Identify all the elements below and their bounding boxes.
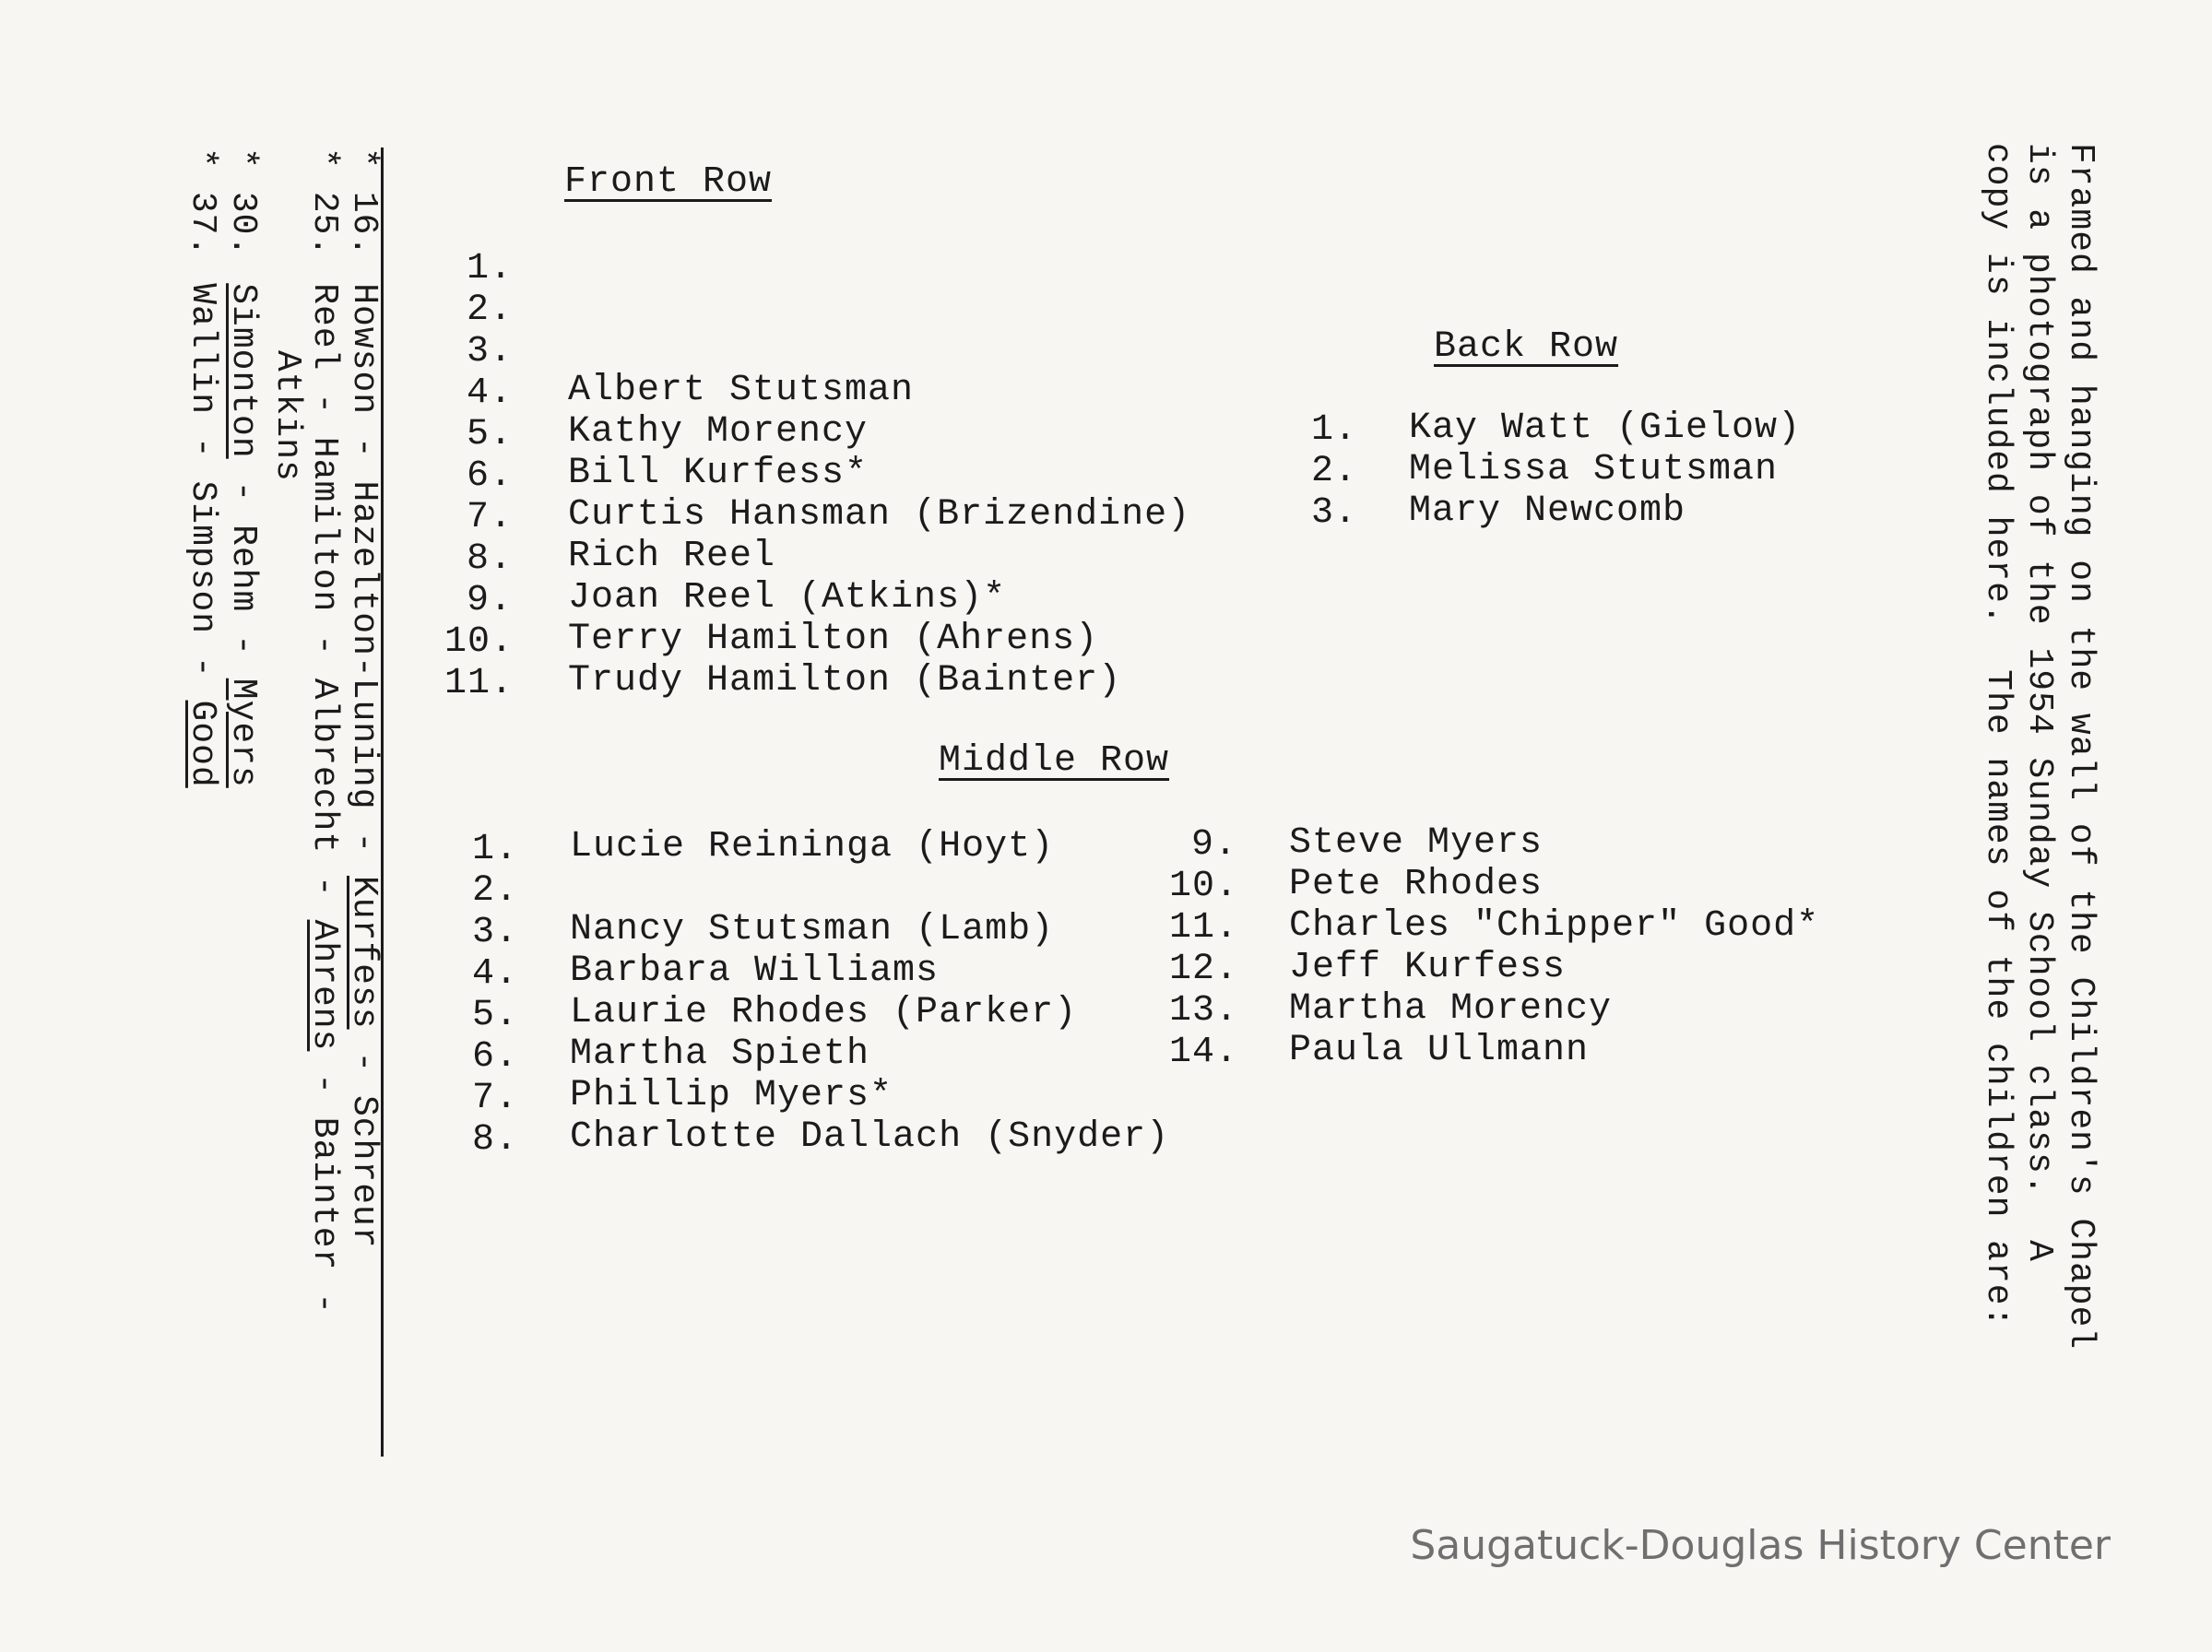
middle-row-num: 7. bbox=[472, 1078, 519, 1119]
front-row-num: 6. bbox=[467, 455, 514, 497]
footnote-mark: * bbox=[344, 148, 384, 170]
middle-row-name: Laurie Rhodes (Parker) bbox=[570, 992, 1078, 1033]
footnote-16 bbox=[342, 148, 384, 1457]
middle-row-num: 1. bbox=[472, 829, 519, 870]
middle-row-num: 12. bbox=[1169, 949, 1239, 990]
footnote-25 bbox=[304, 148, 344, 1316]
back-row-name: Mary Newcomb bbox=[1409, 490, 1686, 532]
footnote-30 bbox=[223, 148, 263, 788]
back-row-name: Melissa Stutsman bbox=[1409, 449, 1779, 490]
footnote-mark: * bbox=[183, 148, 222, 170]
front-row-name: Curtis Hansman (Brizendine) bbox=[568, 494, 1191, 536]
back-row-num: 3. bbox=[1311, 492, 1358, 534]
back-row-name: Kay Watt (Gielow) bbox=[1409, 407, 1802, 449]
footnote-text: Reel - Hamilton - Albrecht - bbox=[304, 283, 344, 920]
footnote-number: 37. bbox=[183, 191, 222, 258]
footnote-underlined: Good bbox=[183, 700, 222, 788]
front-row-name: Terry Hamilton (Ahrens) bbox=[568, 619, 1099, 660]
middle-row-num: 9. bbox=[1191, 824, 1238, 866]
footnote-37 bbox=[183, 148, 222, 788]
middle-row-name: Martha Morency bbox=[1289, 988, 1613, 1030]
front-row-num: 1. bbox=[467, 248, 514, 289]
front-row-heading: Front Row bbox=[564, 161, 773, 203]
front-row-num: 2. bbox=[467, 289, 514, 331]
front-row-name: Joan Reel (Atkins)* bbox=[568, 577, 1007, 619]
middle-row-num: 4. bbox=[472, 953, 519, 995]
front-row-num: 11. bbox=[444, 663, 515, 704]
front-row-num: 10. bbox=[444, 621, 515, 663]
middle-row-name: Paula Ullmann bbox=[1289, 1030, 1590, 1071]
front-row-num: 7. bbox=[467, 497, 514, 538]
middle-row-name: Lucie Reininga (Hoyt) bbox=[570, 826, 1055, 867]
footnote-underlined: Kurfess bbox=[344, 875, 384, 1030]
middle-row-num: 10. bbox=[1169, 866, 1239, 907]
back-row-num: 2. bbox=[1311, 451, 1358, 492]
footnote-text: Howson - Hazelton-Luning - bbox=[344, 283, 384, 876]
front-row-name: Rich Reel bbox=[568, 536, 776, 577]
back-row-heading: Back Row bbox=[1434, 326, 1619, 368]
middle-row-name: Jeff Kurfess bbox=[1289, 947, 1567, 988]
front-row-num: 3. bbox=[467, 331, 514, 372]
middle-row-num: 13. bbox=[1169, 990, 1239, 1032]
footnote-underlined: Ahrens bbox=[304, 919, 344, 1052]
middle-row-name: Charlotte Dallach (Snyder) bbox=[570, 1116, 1170, 1158]
footnote-25-continuation: Atkins bbox=[267, 350, 307, 482]
intro-line-2: is a photograph of the 1954 Sunday School class. A bbox=[2019, 143, 2059, 1262]
front-row-num: 9. bbox=[467, 580, 514, 621]
middle-row-name: Martha Spieth bbox=[570, 1033, 870, 1075]
front-row-name: Trudy Hamilton (Bainter) bbox=[568, 660, 1122, 702]
front-row-name: Kathy Morency bbox=[568, 411, 869, 453]
middle-row-num: 14. bbox=[1169, 1032, 1239, 1073]
footnote-text: - Schreur bbox=[344, 1029, 384, 1249]
middle-row-name: Steve Myers bbox=[1289, 822, 1544, 864]
middle-row-heading: Middle Row bbox=[939, 740, 1170, 782]
front-row-name: Albert Stutsman bbox=[568, 370, 915, 411]
intro-line-1: Framed and hanging on the wall of the Children's Chapel bbox=[2061, 143, 2100, 1351]
front-row-name: Bill Kurfess* bbox=[568, 453, 869, 494]
watermark: Saugatuck-Douglas History Center bbox=[1410, 1522, 2111, 1569]
middle-row-num: 11. bbox=[1169, 907, 1239, 949]
middle-row-num: 5. bbox=[472, 995, 519, 1036]
front-row-num: 5. bbox=[467, 414, 514, 455]
footnote-text: - Rehm - bbox=[223, 458, 263, 678]
middle-row-num: 2. bbox=[472, 870, 519, 912]
footnote-number: 16. bbox=[344, 191, 384, 258]
middle-row-name: Phillip Myers* bbox=[570, 1075, 893, 1116]
footnote-mark: * bbox=[223, 148, 263, 170]
middle-row-name: Nancy Stutsman (Lamb) bbox=[570, 909, 1055, 950]
back-row-num: 1. bbox=[1311, 409, 1358, 451]
footnote-underlined: Myers bbox=[223, 678, 263, 788]
footnote-mark: * bbox=[304, 148, 344, 170]
middle-row-name: Charles "Chipper" Good* bbox=[1289, 905, 1820, 947]
middle-row-name: Pete Rhodes bbox=[1289, 864, 1544, 905]
front-row-num: 8. bbox=[467, 538, 514, 580]
footnote-number: 30. bbox=[223, 191, 263, 258]
footnote-underlined: Simonton bbox=[223, 283, 263, 459]
middle-row-num: 3. bbox=[472, 912, 519, 953]
footnote-text: - Bainter - bbox=[304, 1051, 344, 1316]
footnote-text: Wallin - Simpson - bbox=[183, 283, 222, 701]
front-row-num: 4. bbox=[467, 372, 514, 414]
intro-line-3: copy is included here. The names of the children are: bbox=[1978, 143, 2017, 1328]
middle-row-name: Barbara Williams bbox=[570, 950, 940, 992]
middle-row-num: 6. bbox=[472, 1036, 519, 1078]
middle-row-num: 8. bbox=[472, 1119, 519, 1161]
footnote-number: 25. bbox=[304, 191, 344, 258]
